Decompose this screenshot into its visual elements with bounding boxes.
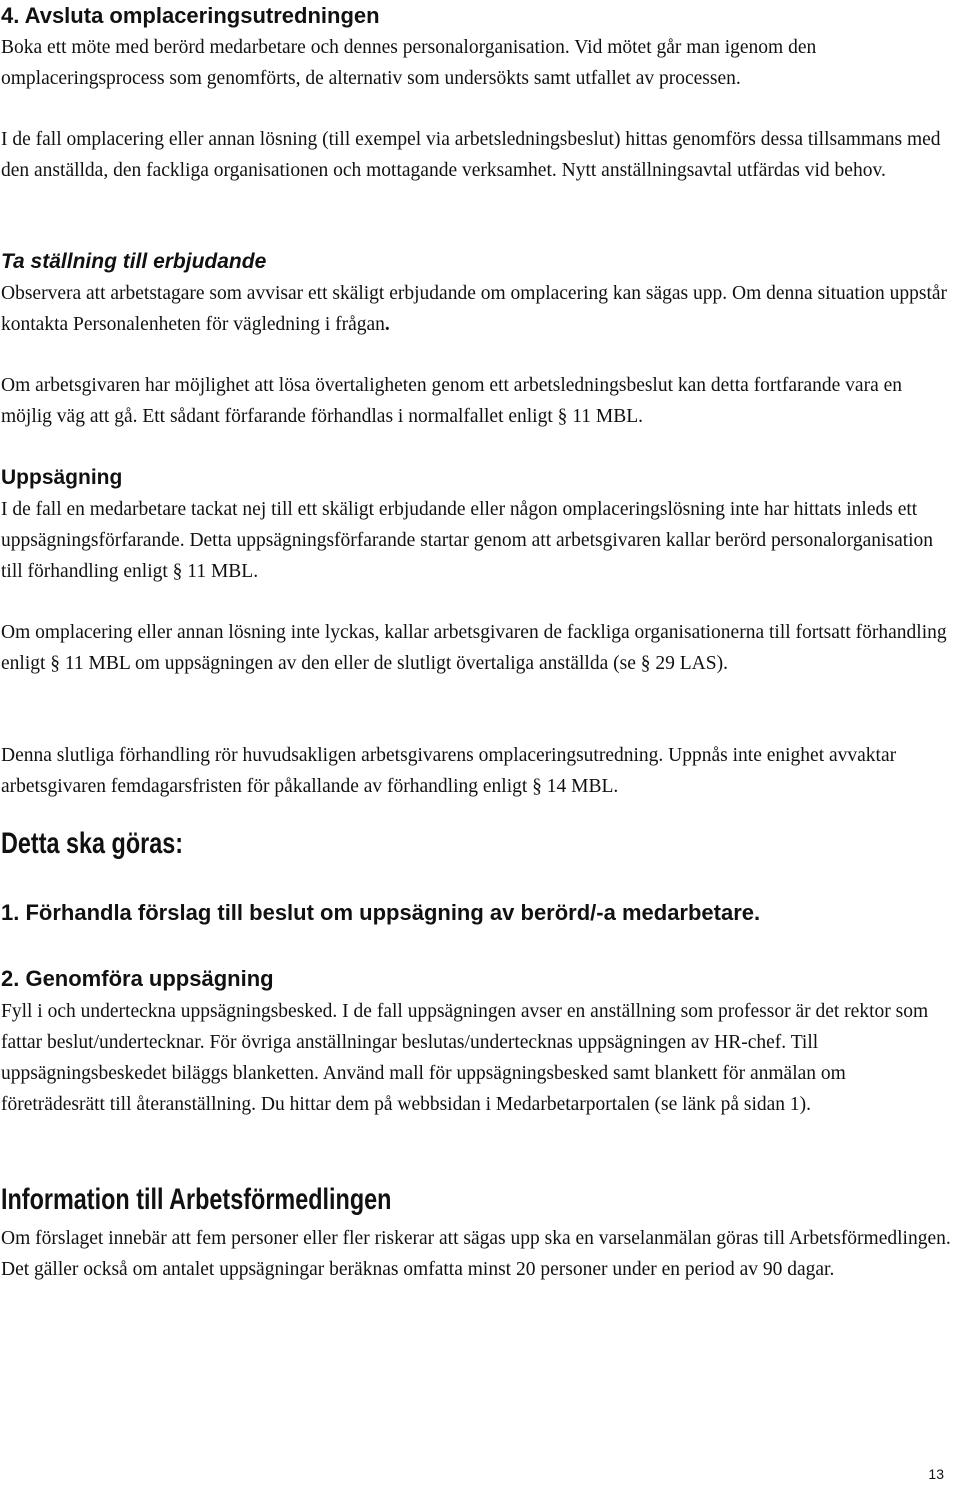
paragraph-fortsatt-forhandling: Om omplacering eller annan lösning inte lyckas, kallar arbetsgivaren de fackliga organisationerna till fortsatt förhandling enligt § 11 MBL om uppsägningen av den eller de slutligt övertaliga anställda (se § 29 LAS). — [1, 622, 947, 674]
section-heading-erbjudande: Ta ställning till erbjudande — [1, 250, 267, 273]
section-heading-avsluta: 4. Avsluta omplaceringsutredningen — [1, 3, 380, 28]
paragraph-boka-mote: Boka ett möte med berörd medarbetare och dennes personalorganisation. Vid mötet går man igenom den omplaceringsprocess som genomförts, de alternativ som undersökts samt utfallet av processen. — [1, 37, 817, 89]
paragraph-observera — [1, 278, 951, 340]
paragraph-slutlig-forhandling: Denna slutliga förhandling rör huvudsakligen arbetsgivarens omplaceringsutredning. Uppnås inte enighet avvaktar arbetsgivaren femdagarsfristen för påkallande av förhandling enligt § 14 MBL. — [1, 745, 897, 797]
paragraph-observera-text: Observera att arbetstagare som avvisar ett skäligt erbjudande om omplacering kan sägas upp. Om denna situation uppstår kontakta Personalenheten för vägledning i frågan — [1, 283, 948, 335]
paragraph-uppsagningsforfarande: I de fall en medarbetare tackat nej till ett skäligt erbjudande eller någon omplaceringslösning inte har hittats inleds ett uppsägningsförfarande. Detta uppsägningsförfarande startar genom att arbetsgivaren kallar berörd personalorganisation till förhandling enligt § 11 MBL. — [1, 499, 934, 582]
step-1-heading: 1. Förhandla förslag till beslut om uppsägning av berörd/-a medarbetare. — [1, 900, 761, 925]
paragraph-omplacering-genomfors: I de fall omplacering eller annan lösning (till exempel via arbetsledningsbeslut) hittas genomförs dessa tillsammans med den anställda, den fackliga organisationen och mottagande verksamhet. Nytt anställningsavtal utfärdas vid behov. — [1, 129, 941, 181]
section-heading-uppsagning: Uppsägning — [1, 466, 123, 489]
paragraph-genomfora-uppsagning: Fyll i och underteckna uppsägningsbesked. I de fall uppsägningen avser en anställning som professor är det rektor som fattar beslut/undertecknar. För övriga anställningar beslutas/undertecknas uppsägningen av HR-chef. Till uppsägningsbeskedet biläggs blanketten. Använd mall för uppsägningsbesked samt blankett för anmälan om företrädesrätt till återanställning. Du hittar dem på webbsidan i Medarbetarportalen (se länk på sidan 1). — [1, 1001, 929, 1115]
section-heading-arbetsformedlingen: Information till Arbetsförmedlingen — [1, 1183, 392, 1216]
step-2-heading: 2. Genomföra uppsägning — [1, 966, 274, 991]
paragraph-varselanmalan: Om förslaget innebär att fem personer eller fler riskerar att sägas upp ska en varselanmälan göras till Arbetsförmedlingen. Det gäller också om antalet uppsägningar beräknas omfatta minst 20 personer under en period av 90 dagar. — [1, 1228, 951, 1280]
paragraph-observera-period: . — [384, 314, 390, 335]
paragraph-arbetsledningsbeslut: Om arbetsgivaren har möjlighet att lösa övertaligheten genom ett arbetsledningsbeslut kan detta fortfarande vara en möjlig väg att gå. Ett sådant förfarande förhandlas i normalfallet enligt § 11 MBL. — [1, 375, 903, 427]
page-number: 13 — [928, 1466, 944, 1482]
section-heading-detta-ska-goras: Detta ska göras: — [1, 827, 184, 860]
